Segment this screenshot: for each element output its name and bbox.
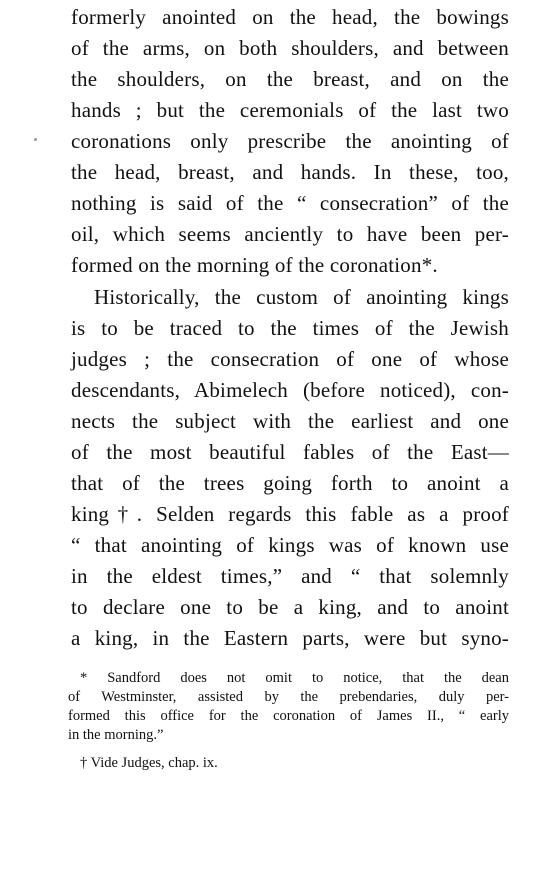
body-line: king†. Selden regards this fable as a proof — [71, 502, 509, 526]
footnote-line: * Sandford does not omit to notice, that the dean — [80, 670, 509, 686]
body-line: formed on the morning of the coronation*. — [71, 253, 438, 277]
body-line: of the arms, on both shoulders, and between — [71, 36, 509, 60]
footnote-line: in the morning.” — [68, 727, 164, 743]
footnote-line: † Vide Judges, chap. ix. — [80, 755, 218, 771]
body-line: in the eldest times,” and “ that solemnly — [71, 564, 509, 588]
body-line: nects the subject with the earliest and one — [71, 409, 509, 433]
body-line: of the most beautiful fables of the East— — [71, 440, 509, 464]
body-line: Historically, the custom of anointing kings — [94, 285, 509, 309]
body-line: that of the trees going forth to anoint a — [71, 471, 509, 495]
body-line: coronations only prescribe the anointing of — [71, 129, 509, 153]
body-line: the head, breast, and hands. In these, too, — [71, 160, 509, 184]
body-line: hands ; but the ceremonials of the last two — [71, 98, 509, 122]
footnote-line: of Westminster, assisted by the prebendaries, duly per- — [68, 689, 509, 705]
body-line: descendants, Abimelech (before noticed), con- — [71, 378, 509, 402]
body-line: a king, in the Eastern parts, were but syno- — [71, 626, 509, 650]
margin-speck — [34, 138, 37, 141]
body-line: to declare one to be a king, and to anoint — [71, 595, 509, 619]
body-line: formerly anointed on the head, the bowings — [71, 5, 509, 29]
body-line: oil, which seems anciently to have been per- — [71, 222, 509, 246]
body-line: nothing is said of the “ consecration” of the — [71, 191, 509, 215]
body-line: the shoulders, on the breast, and on the — [71, 67, 509, 91]
body-line: “ that anointing of kings was of known use — [71, 533, 509, 557]
body-line: is to be traced to the times of the Jewish — [71, 316, 509, 340]
footnote-line: formed this office for the coronation of James II., “ early — [68, 708, 509, 724]
body-line: judges ; the consecration of one of whose — [71, 347, 509, 371]
